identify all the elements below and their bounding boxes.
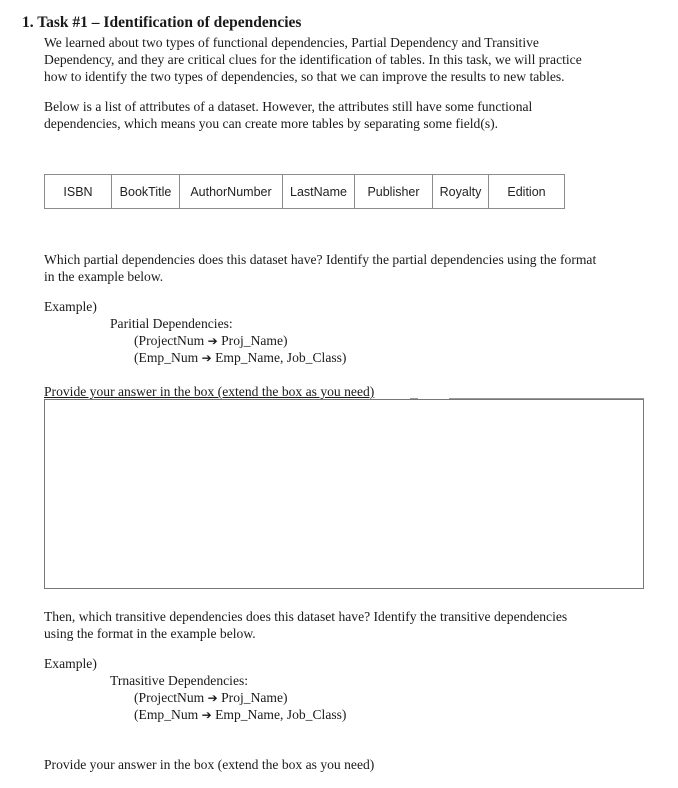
dep-right: Emp_Name, Job_Class)	[215, 350, 347, 365]
attribute-cell-royalty: Royalty	[433, 175, 489, 209]
partial-answer-box[interactable]	[44, 399, 644, 589]
dep-right: Proj_Name)	[221, 333, 288, 348]
dep-right: Proj_Name)	[221, 690, 288, 705]
transitive-question-line: Then, which transitive dependencies does this dataset have? Identify the transitive dependencies	[44, 609, 568, 624]
arrow-right-icon: ➔	[207, 334, 218, 348]
dep-right: Emp_Name, Job_Class)	[215, 707, 347, 722]
arrow-right-icon: ➔	[207, 691, 218, 705]
task-title: 1. Task #1 – Identification of dependencies	[22, 14, 302, 31]
transitive-question	[44, 608, 644, 642]
attribute-cell-lastname: LastName	[283, 175, 355, 209]
attribute-cell-publisher: Publisher	[355, 175, 433, 209]
attributes-intro	[44, 98, 644, 132]
dep-left: (ProjectNum	[134, 690, 205, 705]
attribute-cell-isbn: ISBN	[45, 175, 112, 209]
intro-line: how to identify the two types of dependencies, so that we can improve the results to new tables.	[44, 69, 565, 84]
dep-left: (Emp_Num	[134, 350, 199, 365]
attribute-cell-booktitle: BookTitle	[112, 175, 180, 209]
dep-left: (Emp_Num	[134, 707, 199, 722]
attribute-table	[44, 174, 565, 209]
transitive-example-label: Example)	[44, 656, 97, 671]
arrow-right-icon: ➔	[201, 351, 212, 365]
attribute-cell-authornumber: AuthorNumber	[180, 175, 283, 209]
partial-question-line: Which partial dependencies does this dataset have? Identify the partial dependencies using the format	[44, 252, 597, 267]
transitive-example-dep-1	[134, 689, 288, 707]
partial-answer-prompt: Provide your answer in the box (extend the box as you need)	[44, 384, 375, 399]
partial-question-line: in the example below.	[44, 269, 164, 284]
transitive-heading: Trnasitive Dependencies:	[110, 673, 249, 688]
intro-line: We learned about two types of functional dependencies, Partial Dependency and Transitive	[44, 35, 539, 50]
dep-left: (ProjectNum	[134, 333, 205, 348]
attribute-row	[45, 175, 565, 209]
transitive-answer-prompt: Provide your answer in the box (extend the box as you need)	[44, 757, 375, 772]
intro-paragraph	[44, 34, 644, 85]
transitive-question-line: using the format in the example below.	[44, 626, 256, 641]
transitive-example-dep-2	[134, 706, 346, 724]
partial-example-label: Example)	[44, 299, 97, 314]
attribute-cell-edition: Edition	[489, 175, 565, 209]
partial-example-dep-2	[134, 349, 346, 367]
arrow-right-icon: ➔	[201, 708, 212, 722]
attributes-intro-line: dependencies, which means you can create more tables by separating some field(s).	[44, 116, 499, 131]
partial-example-dep-1	[134, 332, 288, 350]
intro-line: Dependency, and they are critical clues for the identification of tables. In this task, we will practice	[44, 52, 582, 67]
attributes-intro-line: Below is a list of attributes of a dataset. However, the attributes still have some functional	[44, 99, 533, 114]
partial-question	[44, 251, 644, 285]
partial-heading: Paritial Dependencies:	[110, 316, 233, 331]
